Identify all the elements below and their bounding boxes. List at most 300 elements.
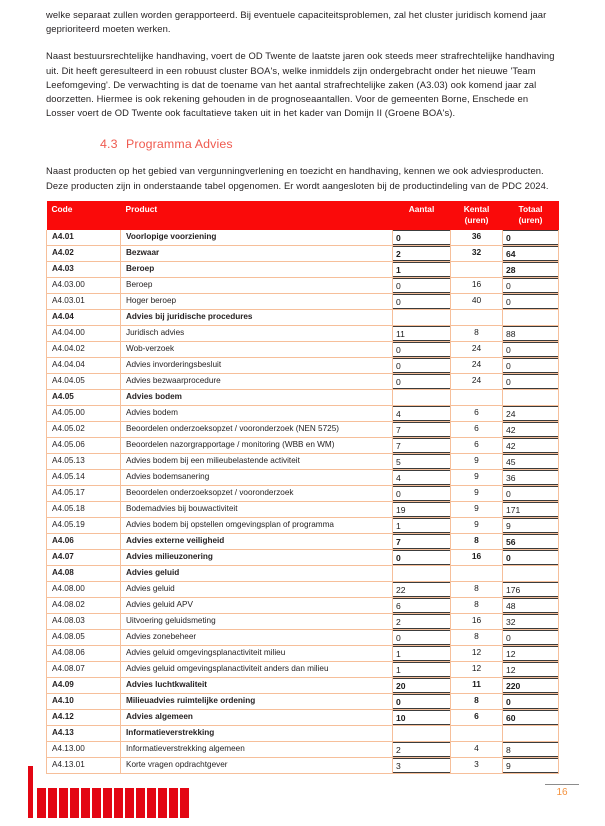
cell-aantal[interactable] bbox=[393, 661, 451, 677]
page-number: 16 bbox=[556, 787, 568, 798]
totaal-field bbox=[503, 390, 559, 405]
cell-kental: 24 bbox=[451, 341, 503, 357]
totaal-field bbox=[503, 310, 559, 325]
cell-aantal[interactable] bbox=[393, 453, 451, 469]
aantal-field[interactable]: 0 bbox=[393, 374, 451, 389]
cell-code: A4.08.02 bbox=[47, 597, 121, 613]
section-heading-text: Programma Advies bbox=[126, 137, 233, 152]
cell-totaal[interactable] bbox=[503, 469, 559, 485]
column-header-kental-line1: Kental bbox=[463, 203, 490, 214]
cell-aantal[interactable] bbox=[393, 469, 451, 485]
aantal-field[interactable]: 1 bbox=[393, 662, 451, 677]
page-content bbox=[46, 8, 558, 774]
cell-kental: 6 bbox=[451, 421, 503, 437]
aantal-field[interactable]: 1 bbox=[393, 646, 451, 661]
cell-product: Wob-verzoek bbox=[121, 341, 393, 357]
cell-kental: 9 bbox=[451, 517, 503, 533]
cell-aantal[interactable] bbox=[393, 277, 451, 293]
cell-aantal[interactable] bbox=[393, 421, 451, 437]
aantal-field[interactable]: 20 bbox=[393, 678, 451, 693]
cell-aantal[interactable] bbox=[393, 693, 451, 709]
cell-code: A4.13 bbox=[47, 725, 121, 741]
cell-totaal[interactable] bbox=[503, 293, 559, 309]
cell-product: Informatieverstrekking algemeen bbox=[121, 741, 393, 757]
table-row bbox=[47, 565, 559, 581]
cell-kental: 4 bbox=[451, 741, 503, 757]
table-row bbox=[47, 661, 559, 677]
cell-kental: 9 bbox=[451, 453, 503, 469]
totaal-field[interactable]: 0 bbox=[503, 630, 559, 645]
column-header-kental-line2: (uren) bbox=[464, 214, 489, 225]
footer-bar bbox=[158, 788, 167, 818]
cell-totaal bbox=[503, 389, 559, 405]
table-row bbox=[47, 485, 559, 501]
cell-totaal[interactable] bbox=[503, 581, 559, 597]
footer-bar bbox=[48, 788, 57, 818]
section-heading-number: 4.3 bbox=[100, 137, 118, 152]
cell-code: A4.10 bbox=[47, 693, 121, 709]
footer-bar bbox=[70, 788, 79, 818]
cell-aantal[interactable] bbox=[393, 373, 451, 389]
cell-kental: 12 bbox=[451, 645, 503, 661]
totaal-field[interactable]: 8 bbox=[503, 742, 559, 757]
cell-code: A4.07 bbox=[47, 549, 121, 565]
cell-code: A4.13.00 bbox=[47, 741, 121, 757]
cell-aantal bbox=[393, 725, 451, 741]
cell-kental bbox=[451, 261, 503, 277]
cell-aantal[interactable] bbox=[393, 645, 451, 661]
cell-aantal[interactable] bbox=[393, 677, 451, 693]
cell-product: Informatieverstrekking bbox=[121, 725, 393, 741]
table-row bbox=[47, 709, 559, 725]
aantal-field bbox=[393, 726, 451, 741]
cell-kental: 32 bbox=[451, 245, 503, 261]
cell-kental: 16 bbox=[451, 277, 503, 293]
cell-product: Advies bij juridische procedures bbox=[121, 309, 393, 325]
cell-product: Beroep bbox=[121, 277, 393, 293]
footer-bar bbox=[180, 788, 189, 818]
cell-aantal[interactable] bbox=[393, 293, 451, 309]
cell-product: Advies invorderingsbesluit bbox=[121, 357, 393, 373]
cell-aantal bbox=[393, 565, 451, 581]
totaal-field[interactable]: 42 bbox=[503, 438, 559, 453]
table-row bbox=[47, 453, 559, 469]
cell-totaal[interactable] bbox=[503, 549, 559, 565]
footer-bar bbox=[81, 788, 90, 818]
cell-code: A4.05.00 bbox=[47, 405, 121, 421]
totaal-field[interactable]: 36 bbox=[503, 470, 559, 485]
cell-kental: 8 bbox=[451, 581, 503, 597]
cell-kental: 8 bbox=[451, 693, 503, 709]
cell-code: A4.04.05 bbox=[47, 373, 121, 389]
cell-product: Beoordelen onderzoeksopzet / vooronderzoek (NEN 5725) bbox=[121, 421, 393, 437]
cell-code: A4.03 bbox=[47, 261, 121, 277]
table-row bbox=[47, 373, 559, 389]
footer-bar bbox=[114, 788, 123, 818]
cell-aantal[interactable] bbox=[393, 357, 451, 373]
aantal-field[interactable]: 2 bbox=[393, 246, 451, 261]
cell-code: A4.12 bbox=[47, 709, 121, 725]
cell-code: A4.09 bbox=[47, 677, 121, 693]
cell-totaal bbox=[503, 565, 559, 581]
table-row bbox=[47, 421, 559, 437]
cell-code: A4.05.13 bbox=[47, 453, 121, 469]
cell-aantal[interactable] bbox=[393, 485, 451, 501]
cell-aantal[interactable] bbox=[393, 741, 451, 757]
paragraph-2: Naast bestuursrechtelijke handhaving, voert de OD Twente de laatste jaren ook steeds meer strafrechtelijke handhaving uit. Dit heeft geresulteerd in een robuust cluster BOA's, welke inmiddels zijn ondergebracht onder het nieuwe 'Team Leefomgeving'. De verwachting is dat de toename van het aantal strafrechtelijke zaken (A3.03) ook komend jaar zal doorzetten. Hiermee is ook rekening gehouden in de prognoseaantallen. Voor de gemeenten Borne, Enschede en Losser voert de OD Twente ook facultatieve taken uit in het kader van Domijn II (Groene BOA's). bbox=[46, 50, 555, 119]
cell-code: A4.05.18 bbox=[47, 501, 121, 517]
totaal-field[interactable]: 12 bbox=[503, 662, 559, 677]
totaal-field[interactable]: 12 bbox=[503, 646, 559, 661]
cell-aantal[interactable] bbox=[393, 517, 451, 533]
column-header-code: Code bbox=[47, 201, 121, 230]
cell-product: Uitvoering geluidsmeting bbox=[121, 613, 393, 629]
totaal-field[interactable]: 176 bbox=[503, 582, 559, 597]
cell-product: Advies geluid omgevingsplanactiviteit anders dan milieu bbox=[121, 661, 393, 677]
cell-product: Advies bodemsanering bbox=[121, 469, 393, 485]
cell-totaal[interactable] bbox=[503, 245, 559, 261]
aantal-field[interactable]: 11 bbox=[393, 326, 451, 341]
cell-totaal[interactable] bbox=[503, 693, 559, 709]
table-row bbox=[47, 309, 559, 325]
cell-totaal[interactable] bbox=[503, 677, 559, 693]
cell-totaal[interactable] bbox=[503, 757, 559, 773]
table-row bbox=[47, 645, 559, 661]
cell-product: Advies bodem bbox=[121, 389, 393, 405]
totaal-field[interactable]: 0 bbox=[503, 342, 559, 357]
table-row bbox=[47, 581, 559, 597]
totaal-field bbox=[503, 566, 559, 581]
cell-aantal[interactable] bbox=[393, 437, 451, 453]
column-header-totaal-line1: Totaal bbox=[518, 203, 543, 214]
totaal-field[interactable]: 32 bbox=[503, 614, 559, 629]
totaal-field[interactable]: 0 bbox=[503, 550, 559, 565]
cell-product: Advies bodem bij opstellen omgevingsplan of programma bbox=[121, 517, 393, 533]
cell-product: Advies zonebeheer bbox=[121, 629, 393, 645]
totaal-field[interactable]: 88 bbox=[503, 326, 559, 341]
cell-code: A4.05.17 bbox=[47, 485, 121, 501]
cell-aantal[interactable] bbox=[393, 405, 451, 421]
cell-code: A4.04.00 bbox=[47, 325, 121, 341]
footer-bar bbox=[147, 788, 156, 818]
footer-bar-decoration bbox=[28, 766, 228, 818]
table-row bbox=[47, 517, 559, 533]
totaal-field[interactable]: 24 bbox=[503, 406, 559, 421]
aantal-field[interactable]: 0 bbox=[393, 278, 451, 293]
cell-code: A4.04.02 bbox=[47, 341, 121, 357]
cell-kental: 16 bbox=[451, 549, 503, 565]
table-row bbox=[47, 325, 559, 341]
aantal-field[interactable]: 7 bbox=[393, 438, 451, 453]
cell-kental: 11 bbox=[451, 677, 503, 693]
table-row bbox=[47, 549, 559, 565]
aantal-field[interactable]: 0 bbox=[393, 230, 451, 245]
totaal-field[interactable]: 45 bbox=[503, 454, 559, 469]
cell-kental: 8 bbox=[451, 325, 503, 341]
cell-product: Beoordelen nazorgrapportage / monitoring (WBB en WM) bbox=[121, 437, 393, 453]
cell-product: Advies algemeen bbox=[121, 709, 393, 725]
cell-code: A4.03.00 bbox=[47, 277, 121, 293]
cell-totaal[interactable] bbox=[503, 405, 559, 421]
table-row bbox=[47, 293, 559, 309]
aantal-field[interactable]: 3 bbox=[393, 758, 451, 773]
page-number-block bbox=[541, 784, 583, 799]
cell-code: A4.06 bbox=[47, 533, 121, 549]
cell-code: A4.03.01 bbox=[47, 293, 121, 309]
cell-code: A4.05.06 bbox=[47, 437, 121, 453]
cell-totaal[interactable] bbox=[503, 421, 559, 437]
section-heading bbox=[46, 137, 558, 152]
column-header-totaal bbox=[503, 201, 559, 230]
cell-aantal[interactable] bbox=[393, 613, 451, 629]
table-header bbox=[47, 201, 559, 230]
cell-product: Bezwaar bbox=[121, 245, 393, 261]
totaal-field[interactable]: 0 bbox=[503, 694, 559, 709]
totaal-field[interactable]: 220 bbox=[503, 678, 559, 693]
table-row bbox=[47, 389, 559, 405]
cell-aantal bbox=[393, 389, 451, 405]
cell-kental: 8 bbox=[451, 533, 503, 549]
aantal-field[interactable]: 22 bbox=[393, 582, 451, 597]
cell-aantal[interactable] bbox=[393, 245, 451, 261]
cell-product: Milieuadvies ruimtelijke ordening bbox=[121, 693, 393, 709]
cell-totaal[interactable] bbox=[503, 645, 559, 661]
footer-bar bbox=[37, 788, 46, 818]
cell-totaal[interactable] bbox=[503, 597, 559, 613]
totaal-field[interactable]: 0 bbox=[503, 230, 559, 245]
cell-aantal[interactable] bbox=[393, 709, 451, 725]
totaal-field[interactable]: 0 bbox=[503, 278, 559, 293]
totaal-field[interactable]: 0 bbox=[503, 294, 559, 309]
cell-product: Korte vragen opdrachtgever bbox=[121, 757, 393, 773]
cell-code: A4.05.14 bbox=[47, 469, 121, 485]
cell-aantal[interactable] bbox=[393, 549, 451, 565]
table-row bbox=[47, 245, 559, 261]
aantal-field bbox=[393, 310, 451, 325]
cell-product: Advies bezwaarprocedure bbox=[121, 373, 393, 389]
aantal-field[interactable]: 2 bbox=[393, 614, 451, 629]
cell-product: Advies milieuzonering bbox=[121, 549, 393, 565]
totaal-field[interactable]: 0 bbox=[503, 374, 559, 389]
cell-product: Advies bodem bij een milieubelastende activiteit bbox=[121, 453, 393, 469]
cell-code: A4.01 bbox=[47, 230, 121, 246]
totaal-field[interactable]: 42 bbox=[503, 422, 559, 437]
column-header-aantal: Aantal bbox=[393, 201, 451, 230]
cell-kental: 9 bbox=[451, 469, 503, 485]
cell-aantal[interactable] bbox=[393, 533, 451, 549]
aantal-field bbox=[393, 566, 451, 581]
table-row bbox=[47, 533, 559, 549]
totaal-field[interactable]: 9 bbox=[503, 758, 559, 773]
aantal-field[interactable]: 5 bbox=[393, 454, 451, 469]
aantal-field[interactable]: 1 bbox=[393, 518, 451, 533]
footer-bar-tall bbox=[28, 766, 33, 818]
aantal-field[interactable]: 1 bbox=[393, 262, 451, 277]
totaal-field[interactable]: 56 bbox=[503, 534, 559, 549]
aantal-field[interactable]: 0 bbox=[393, 694, 451, 709]
cell-kental bbox=[451, 725, 503, 741]
cell-kental: 3 bbox=[451, 757, 503, 773]
cell-totaal[interactable] bbox=[503, 357, 559, 373]
cell-totaal[interactable] bbox=[503, 533, 559, 549]
products-table bbox=[46, 201, 559, 774]
totaal-field[interactable]: 48 bbox=[503, 598, 559, 613]
aantal-field[interactable]: 0 bbox=[393, 550, 451, 565]
cell-code: A4.05.19 bbox=[47, 517, 121, 533]
footer-bar bbox=[103, 788, 112, 818]
totaal-field[interactable]: 0 bbox=[503, 486, 559, 501]
cell-aantal[interactable] bbox=[393, 501, 451, 517]
aantal-field[interactable]: 10 bbox=[393, 710, 451, 725]
cell-totaal[interactable] bbox=[503, 230, 559, 246]
totaal-field[interactable]: 0 bbox=[503, 358, 559, 373]
cell-product: Hoger beroep bbox=[121, 293, 393, 309]
cell-code: A4.08.07 bbox=[47, 661, 121, 677]
cell-aantal[interactable] bbox=[393, 581, 451, 597]
cell-kental: 8 bbox=[451, 629, 503, 645]
cell-aantal[interactable] bbox=[393, 757, 451, 773]
cell-aantal bbox=[393, 309, 451, 325]
totaal-field[interactable]: 60 bbox=[503, 710, 559, 725]
cell-product: Advies geluid APV bbox=[121, 597, 393, 613]
column-header-product: Product bbox=[121, 201, 393, 230]
aantal-field[interactable]: 0 bbox=[393, 358, 451, 373]
aantal-field[interactable]: 6 bbox=[393, 598, 451, 613]
column-header-kental bbox=[451, 201, 503, 230]
cell-aantal[interactable] bbox=[393, 341, 451, 357]
aantal-field[interactable]: 4 bbox=[393, 406, 451, 421]
cell-totaal[interactable] bbox=[503, 661, 559, 677]
cell-kental: 6 bbox=[451, 437, 503, 453]
aantal-field[interactable]: 19 bbox=[393, 502, 451, 517]
aantal-field[interactable]: 0 bbox=[393, 486, 451, 501]
totaal-field[interactable]: 64 bbox=[503, 246, 559, 261]
cell-totaal[interactable] bbox=[503, 453, 559, 469]
table-row bbox=[47, 277, 559, 293]
table-row bbox=[47, 725, 559, 741]
cell-totaal[interactable] bbox=[503, 277, 559, 293]
table-header-row bbox=[47, 201, 559, 230]
cell-product: Voorlopige voorziening bbox=[121, 230, 393, 246]
table-row bbox=[47, 469, 559, 485]
cell-kental: 16 bbox=[451, 613, 503, 629]
totaal-field[interactable]: 171 bbox=[503, 502, 559, 517]
cell-totaal[interactable] bbox=[503, 437, 559, 453]
cell-kental: 9 bbox=[451, 501, 503, 517]
cell-product: Beoordelen onderzoeksopzet / vooronderzoek bbox=[121, 485, 393, 501]
cell-totaal bbox=[503, 309, 559, 325]
cell-totaal[interactable] bbox=[503, 261, 559, 277]
cell-code: A4.04 bbox=[47, 309, 121, 325]
cell-totaal[interactable] bbox=[503, 517, 559, 533]
cell-totaal[interactable] bbox=[503, 709, 559, 725]
table-row bbox=[47, 437, 559, 453]
cell-kental: 8 bbox=[451, 597, 503, 613]
table-row bbox=[47, 597, 559, 613]
cell-kental: 24 bbox=[451, 373, 503, 389]
aantal-field[interactable]: 7 bbox=[393, 534, 451, 549]
cell-product: Advies externe veiligheid bbox=[121, 533, 393, 549]
intro-paragraph: Naast producten op het gebied van vergunningverlening en toezicht en handhaving, kennen we ook adviesproducten. Deze producten zijn in onderstaande tabel opgenomen. Er wordt aangesloten bij de productindeling van de PDC 2024. bbox=[46, 165, 549, 191]
cell-totaal[interactable] bbox=[503, 501, 559, 517]
cell-kental: 12 bbox=[451, 661, 503, 677]
table-row bbox=[47, 230, 559, 246]
cell-code: A4.08.06 bbox=[47, 645, 121, 661]
cell-product: Advies luchtkwaliteit bbox=[121, 677, 393, 693]
cell-code: A4.05 bbox=[47, 389, 121, 405]
cell-kental: 6 bbox=[451, 709, 503, 725]
cell-product: Juridisch advies bbox=[121, 325, 393, 341]
table-row bbox=[47, 677, 559, 693]
cell-kental: 40 bbox=[451, 293, 503, 309]
cell-totaal[interactable] bbox=[503, 629, 559, 645]
cell-product: Advies bodem bbox=[121, 405, 393, 421]
cell-aantal[interactable] bbox=[393, 230, 451, 246]
aantal-field[interactable]: 0 bbox=[393, 630, 451, 645]
cell-code: A4.08 bbox=[47, 565, 121, 581]
cell-code: A4.08.03 bbox=[47, 613, 121, 629]
aantal-field[interactable]: 2 bbox=[393, 742, 451, 757]
cell-kental: 24 bbox=[451, 357, 503, 373]
aantal-field[interactable]: 0 bbox=[393, 342, 451, 357]
footer-bar bbox=[59, 788, 68, 818]
cell-totaal[interactable] bbox=[503, 741, 559, 757]
cell-aantal[interactable] bbox=[393, 261, 451, 277]
cell-code: A4.08.05 bbox=[47, 629, 121, 645]
table-row bbox=[47, 613, 559, 629]
footer-bar bbox=[169, 788, 178, 818]
cell-totaal[interactable] bbox=[503, 325, 559, 341]
table-body bbox=[47, 230, 559, 774]
footer-bar bbox=[92, 788, 101, 818]
footer-bar bbox=[136, 788, 145, 818]
cell-kental: 6 bbox=[451, 405, 503, 421]
table-row bbox=[47, 405, 559, 421]
table-row bbox=[47, 261, 559, 277]
aantal-field[interactable]: 0 bbox=[393, 294, 451, 309]
table-row bbox=[47, 501, 559, 517]
cell-product: Advies geluid bbox=[121, 581, 393, 597]
table-row bbox=[47, 357, 559, 373]
cell-totaal[interactable] bbox=[503, 613, 559, 629]
cell-code: A4.08.00 bbox=[47, 581, 121, 597]
cell-totaal[interactable] bbox=[503, 373, 559, 389]
cell-aantal[interactable] bbox=[393, 325, 451, 341]
totaal-field[interactable]: 9 bbox=[503, 518, 559, 533]
cell-kental bbox=[451, 309, 503, 325]
cell-kental: 9 bbox=[451, 485, 503, 501]
cell-product: Advies geluid omgevingsplanactiviteit milieu bbox=[121, 645, 393, 661]
cell-totaal[interactable] bbox=[503, 341, 559, 357]
table-row bbox=[47, 693, 559, 709]
table-row bbox=[47, 741, 559, 757]
cell-kental bbox=[451, 389, 503, 405]
column-header-totaal-line2: (uren) bbox=[518, 214, 543, 225]
paragraph-1: welke separaat zullen worden gerapporteerd. Bij eventuele capaciteitsproblemen, zal het cluster juridisch komend jaar geprioriteerd moeten werken. bbox=[46, 9, 547, 35]
cell-totaal[interactable] bbox=[503, 485, 559, 501]
totaal-field bbox=[503, 726, 559, 741]
cell-kental: 36 bbox=[451, 230, 503, 246]
page-number-rule bbox=[545, 784, 579, 785]
aantal-field bbox=[393, 390, 451, 405]
totaal-field[interactable]: 28 bbox=[503, 262, 559, 277]
cell-aantal[interactable] bbox=[393, 597, 451, 613]
aantal-field[interactable]: 7 bbox=[393, 422, 451, 437]
cell-aantal[interactable] bbox=[393, 629, 451, 645]
table-row bbox=[47, 629, 559, 645]
aantal-field[interactable]: 4 bbox=[393, 470, 451, 485]
cell-code: A4.02 bbox=[47, 245, 121, 261]
